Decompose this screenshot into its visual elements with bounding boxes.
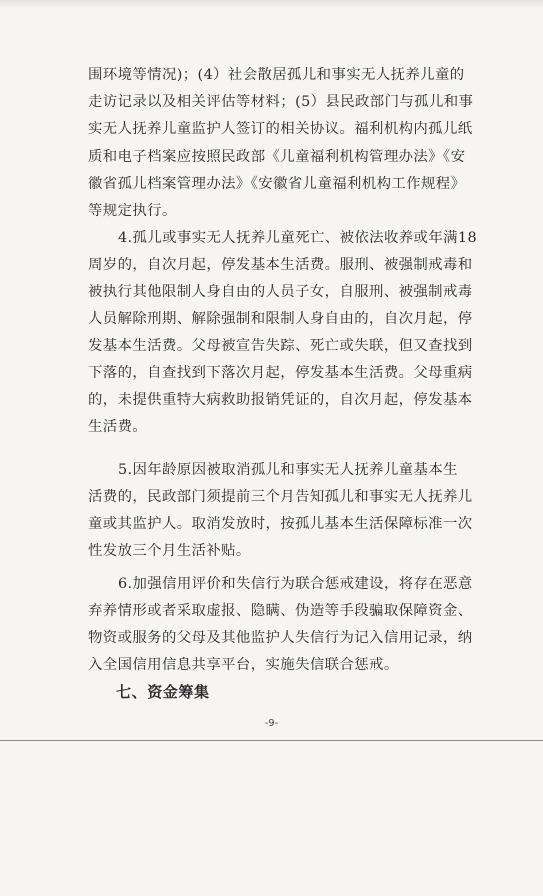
text-line: 走访记录以及相关评估等材料；(5）县民政部门与孤儿和事	[88, 94, 474, 110]
text-line: 等规定执行。	[88, 203, 177, 219]
text-line: 质和电子档案应按照民政部《儿童福利机构管理办法》《安	[88, 149, 466, 165]
text-line: 童或其监护人。取消发放时，按孤儿基本生活保障标准一次	[88, 516, 473, 532]
text-line: 发基本生活费。父母被宣告失踪、死亡或失联，但又查找到	[88, 338, 473, 354]
page-bottom-edge	[0, 740, 543, 741]
text-line: 弃养情形或者采取虚报、隐瞒、伪造等手段骗取保障资金、	[88, 603, 473, 619]
scan-edge-shadow	[0, 0, 543, 8]
paragraph-5-first-line: 5.因年龄原因被取消孤儿和事实无人抚养儿童基本生	[118, 462, 458, 478]
text-line: 入全国信用信息共享平台，实施失信联合惩戒。	[88, 657, 399, 673]
text-line: 性发放三个月生活补贴。	[88, 543, 251, 559]
text-line: 徽省孤儿档案管理办法》《安徽省儿童福利机构工作规程》	[88, 176, 466, 192]
paragraph-4-first-line: 4.孤儿或事实无人抚养儿童死亡、被依法收养或年满18	[118, 230, 478, 246]
text-line: 下落的，自查找到下落次月起，停发基本生活费。父母重病	[88, 365, 473, 381]
page-number: -9-	[264, 718, 279, 729]
text-line: 实无人抚养儿童监护人签订的相关协议。福利机构内孤儿纸	[88, 121, 473, 137]
text-line: 周岁的，自次月起，停发基本生活费。服刑、被强制戒毒和	[88, 257, 473, 273]
section-heading: 七、资金筹集	[116, 683, 210, 701]
paragraph-6-first-line: 6.加强信用评价和失信行为联合惩戒建设，将存在恶意	[118, 576, 473, 592]
text-line: 生活费。	[88, 419, 148, 435]
text-line: 物资或服务的父母及其他监护人失信行为记入信用记录，纳	[88, 630, 473, 646]
text-line: 活费的，民政部门须提前三个月告知孤儿和事实无人抚养儿	[88, 489, 473, 505]
text-line: 围环境等情况)；(4）社会散居孤儿和事实无人抚养儿童的	[88, 67, 465, 83]
text-line: 被执行其他限制人身自由的人员子女，自服刑、被强制戒毒	[88, 284, 473, 300]
text-line: 的，未提供重特大病救助报销凭证的，自次月起，停发基本	[88, 392, 473, 408]
text-line: 人员解除刑期、解除强制和限制人身自由的，自次月起，停	[88, 311, 473, 327]
